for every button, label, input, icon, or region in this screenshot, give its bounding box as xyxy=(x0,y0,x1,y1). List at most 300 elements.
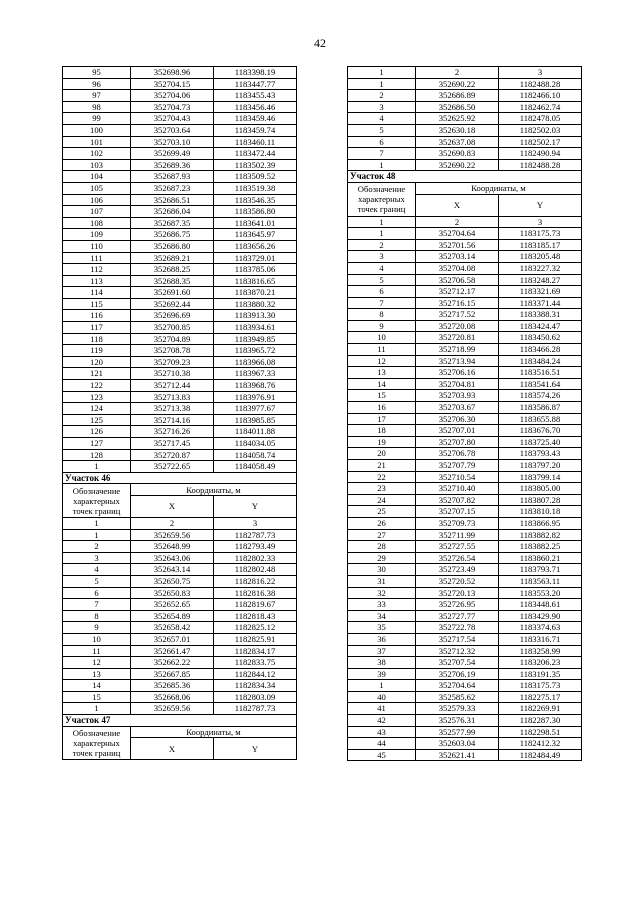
point-number-cell: 15 xyxy=(63,691,131,703)
y-coordinate-cell: 1182834.17 xyxy=(214,645,297,657)
table-row xyxy=(63,703,297,715)
y-coordinate-cell: 1183509.52 xyxy=(214,171,297,183)
table-row xyxy=(348,344,582,356)
x-coordinate-cell: 352687.23 xyxy=(131,182,214,194)
y-coordinate-cell: 1183866.95 xyxy=(499,517,582,529)
y-coordinate-cell: 1182787.73 xyxy=(214,703,297,715)
column-number-cell: 1 xyxy=(348,216,416,228)
x-coordinate-cell: 352708.78 xyxy=(131,345,214,357)
x-coordinate-cell: 352703.14 xyxy=(416,251,499,263)
point-number-cell: 17 xyxy=(348,413,416,425)
table-row xyxy=(348,552,582,564)
y-coordinate-cell: 1183860.21 xyxy=(499,552,582,564)
x-coordinate-cell: 352576.31 xyxy=(416,715,499,727)
x-coordinate-cell: 352688.25 xyxy=(131,264,214,276)
table-row xyxy=(348,286,582,298)
y-coordinate-cell: 1183799.14 xyxy=(499,471,582,483)
point-number-cell: 38 xyxy=(348,657,416,669)
y-coordinate-cell: 1183645.97 xyxy=(214,229,297,241)
table-row xyxy=(348,738,582,750)
y-coordinate-cell: 1182298.51 xyxy=(499,726,582,738)
x-coordinate-cell: 352690.83 xyxy=(416,148,499,160)
point-number-cell: 30 xyxy=(348,564,416,576)
table-row xyxy=(63,101,297,113)
y-coordinate-cell: 1183656.26 xyxy=(214,240,297,252)
y-coordinate-cell: 1183807.28 xyxy=(499,494,582,506)
point-number-cell: 4 xyxy=(63,564,131,576)
x-coordinate-cell: 352700.85 xyxy=(131,322,214,334)
column-number-cell: 2 xyxy=(131,517,214,529)
point-number-cell: 6 xyxy=(348,286,416,298)
point-number-cell: 122 xyxy=(63,380,131,392)
y-coordinate-cell: 1182818.43 xyxy=(214,610,297,622)
x-coordinate-cell: 352654.89 xyxy=(131,610,214,622)
point-number-cell: 39 xyxy=(348,668,416,680)
table-row xyxy=(348,436,582,448)
y-coordinate-cell: 1183655.88 xyxy=(499,413,582,425)
table-row xyxy=(63,380,297,392)
table-row xyxy=(63,310,297,322)
table-row xyxy=(348,483,582,495)
header-row xyxy=(63,484,297,496)
x-coordinate-cell: 352717.52 xyxy=(416,309,499,321)
x-coordinate-cell: 352713.38 xyxy=(131,403,214,415)
table-row xyxy=(348,309,582,321)
point-number-cell: 6 xyxy=(63,587,131,599)
table-row xyxy=(348,471,582,483)
y-coordinate-cell: 1183424.47 xyxy=(499,320,582,332)
point-number-cell: 99 xyxy=(63,113,131,125)
x-coordinate-cell: 352703.67 xyxy=(416,402,499,414)
y-coordinate-cell: 1183519.38 xyxy=(214,182,297,194)
y-coordinate-cell: 1183553.20 xyxy=(499,587,582,599)
y-coordinate-cell: 1182802.33 xyxy=(214,552,297,564)
x-coordinate-cell: 352661.47 xyxy=(131,645,214,657)
table-row xyxy=(63,333,297,345)
y-coordinate-cell: 1183205.48 xyxy=(499,251,582,263)
table-row xyxy=(348,726,582,738)
table-row xyxy=(63,461,297,473)
x-coordinate-cell: 352726.54 xyxy=(416,552,499,564)
y-coordinate-cell: 1183502.39 xyxy=(214,159,297,171)
x-coordinate-cell: 352687.93 xyxy=(131,171,214,183)
section-title-47: Участок 47 xyxy=(63,715,297,727)
x-coordinate-cell: 352717.45 xyxy=(131,438,214,450)
table-row xyxy=(63,403,297,415)
table-row xyxy=(348,367,582,379)
table-row xyxy=(348,159,582,171)
y-coordinate-cell: 1183455.43 xyxy=(214,90,297,102)
point-number-cell: 29 xyxy=(348,552,416,564)
table-row xyxy=(348,297,582,309)
point-number-cell: 1 xyxy=(63,461,131,473)
x-coordinate-cell: 352692.44 xyxy=(131,298,214,310)
designation-header: Обозначение характерных точек границ xyxy=(348,182,416,216)
y-coordinate-cell: 1183191.35 xyxy=(499,668,582,680)
x-coordinate-cell: 352707.79 xyxy=(416,460,499,472)
y-coordinate-cell: 1183185.17 xyxy=(499,239,582,251)
x-header: X xyxy=(131,738,214,760)
x-coordinate-cell: 352689.21 xyxy=(131,252,214,264)
header-row xyxy=(348,182,582,194)
point-number-cell: 103 xyxy=(63,159,131,171)
table-row xyxy=(63,171,297,183)
table-row xyxy=(348,448,582,460)
table-row xyxy=(348,320,582,332)
y-coordinate-cell: 1183321.69 xyxy=(499,286,582,298)
y-coordinate-cell: 1182802.48 xyxy=(214,564,297,576)
x-coordinate-cell: 352727.77 xyxy=(416,610,499,622)
point-number-cell: 104 xyxy=(63,171,131,183)
x-coordinate-cell: 352714.16 xyxy=(131,414,214,426)
table-row xyxy=(63,194,297,206)
point-number-cell: 34 xyxy=(348,610,416,622)
point-number-cell: 123 xyxy=(63,391,131,403)
column-number-row xyxy=(63,517,297,529)
point-number-cell: 116 xyxy=(63,310,131,322)
point-number-cell: 105 xyxy=(63,182,131,194)
designation-header: Обозначение характерных точек границ xyxy=(63,484,131,518)
y-coordinate-cell: 1183934.61 xyxy=(214,322,297,334)
x-coordinate-cell: 352668.06 xyxy=(131,691,214,703)
x-coordinate-cell: 352707.54 xyxy=(416,657,499,669)
y-coordinate-cell: 1183516.51 xyxy=(499,367,582,379)
y-header: Y xyxy=(499,194,582,216)
point-number-cell: 128 xyxy=(63,449,131,461)
y-coordinate-cell: 1183965.72 xyxy=(214,345,297,357)
point-number-cell: 110 xyxy=(63,240,131,252)
x-coordinate-cell: 352704.64 xyxy=(416,228,499,240)
x-coordinate-cell: 352710.38 xyxy=(131,368,214,380)
point-number-cell: 8 xyxy=(348,309,416,321)
table-row xyxy=(63,136,297,148)
x-coordinate-cell: 352704.73 xyxy=(131,101,214,113)
y-coordinate-cell: 1183785.06 xyxy=(214,264,297,276)
y-coordinate-cell: 1182462.74 xyxy=(499,101,582,113)
table-row xyxy=(63,668,297,680)
point-number-cell: 115 xyxy=(63,298,131,310)
table-row xyxy=(348,390,582,402)
y-coordinate-cell: 1183968.76 xyxy=(214,380,297,392)
point-number-cell: 4 xyxy=(348,262,416,274)
y-coordinate-cell: 1183797.20 xyxy=(499,460,582,472)
table-row xyxy=(348,460,582,472)
table-row xyxy=(63,240,297,252)
x-coordinate-cell: 352726.95 xyxy=(416,599,499,611)
x-coordinate-cell: 352630.18 xyxy=(416,124,499,136)
table-row xyxy=(348,494,582,506)
point-number-cell: 11 xyxy=(348,344,416,356)
x-coordinate-cell: 352686.89 xyxy=(416,90,499,102)
table-row xyxy=(63,345,297,357)
x-coordinate-cell: 352706.30 xyxy=(416,413,499,425)
x-coordinate-cell: 352709.23 xyxy=(131,356,214,368)
table-row xyxy=(63,206,297,218)
table-row xyxy=(63,691,297,703)
y-coordinate-cell: 1184058.49 xyxy=(214,461,297,473)
point-number-cell: 6 xyxy=(348,136,416,148)
point-number-cell: 44 xyxy=(348,738,416,750)
point-number-cell: 3 xyxy=(348,251,416,263)
table-row xyxy=(63,287,297,299)
y-coordinate-cell: 1183967.33 xyxy=(214,368,297,380)
y-coordinate-cell: 1183546.35 xyxy=(214,194,297,206)
y-coordinate-cell: 1182484.49 xyxy=(499,749,582,761)
x-coordinate-cell: 352704.81 xyxy=(416,378,499,390)
point-number-cell: 5 xyxy=(348,124,416,136)
point-number-cell: 16 xyxy=(348,402,416,414)
point-number-cell: 7 xyxy=(63,599,131,611)
point-number-cell: 2 xyxy=(63,541,131,553)
point-number-cell: 3 xyxy=(348,101,416,113)
y-coordinate-cell: 1182488.28 xyxy=(499,159,582,171)
point-number-cell: 1 xyxy=(348,680,416,692)
x-header: X xyxy=(131,495,214,517)
x-coordinate-cell: 352643.06 xyxy=(131,552,214,564)
x-coordinate-cell: 352718.99 xyxy=(416,344,499,356)
table-row xyxy=(63,322,297,334)
x-coordinate-cell: 352707.82 xyxy=(416,494,499,506)
section-row xyxy=(63,715,297,727)
table-row xyxy=(348,425,582,437)
section-row xyxy=(63,472,297,484)
table-row xyxy=(348,575,582,587)
y-coordinate-cell: 1183805.00 xyxy=(499,483,582,495)
point-number-cell: 95 xyxy=(63,67,131,79)
point-number-cell: 27 xyxy=(348,529,416,541)
table-row xyxy=(348,691,582,703)
table-row xyxy=(348,274,582,286)
x-coordinate-cell: 352716.26 xyxy=(131,426,214,438)
table-row xyxy=(348,90,582,102)
y-coordinate-cell: 1182825.91 xyxy=(214,633,297,645)
x-coordinate-cell: 352691.60 xyxy=(131,287,214,299)
y-coordinate-cell: 1182816.38 xyxy=(214,587,297,599)
x-coordinate-cell: 352704.15 xyxy=(131,78,214,90)
y-coordinate-cell: 1183459.46 xyxy=(214,113,297,125)
table-row xyxy=(63,113,297,125)
x-coordinate-cell: 352621.41 xyxy=(416,749,499,761)
column-number-cell: 1 xyxy=(63,517,131,529)
x-coordinate-cell: 352706.78 xyxy=(416,448,499,460)
point-number-cell: 5 xyxy=(348,274,416,286)
column-number-cell: 2 xyxy=(416,216,499,228)
y-coordinate-cell: 1183248.27 xyxy=(499,274,582,286)
x-coordinate-cell: 352659.56 xyxy=(131,703,214,715)
x-coordinate-cell: 352712.32 xyxy=(416,645,499,657)
y-coordinate-cell: 1183175.73 xyxy=(499,228,582,240)
table-row xyxy=(63,633,297,645)
y-coordinate-cell: 1182833.75 xyxy=(214,657,297,669)
section-title-48: Участок 48 xyxy=(348,171,582,183)
x-coordinate-cell: 352720.81 xyxy=(416,332,499,344)
y-coordinate-cell: 1183388.31 xyxy=(499,309,582,321)
x-coordinate-cell: 352709.73 xyxy=(416,517,499,529)
column-number-cell: 3 xyxy=(214,517,297,529)
x-coordinate-cell: 352720.08 xyxy=(416,320,499,332)
y-coordinate-cell: 1183447.77 xyxy=(214,78,297,90)
coordinates-header: Координаты, м xyxy=(416,182,582,194)
table-row xyxy=(348,332,582,344)
point-number-cell: 31 xyxy=(348,575,416,587)
point-number-cell: 45 xyxy=(348,749,416,761)
x-coordinate-cell: 352710.40 xyxy=(416,483,499,495)
table-row xyxy=(348,251,582,263)
table-row xyxy=(63,564,297,576)
y-coordinate-cell: 1183985.85 xyxy=(214,414,297,426)
table-row xyxy=(348,749,582,761)
table-row xyxy=(63,610,297,622)
x-coordinate-cell: 352688.35 xyxy=(131,275,214,287)
y-coordinate-cell: 1183816.65 xyxy=(214,275,297,287)
y-coordinate-cell: 1183574.26 xyxy=(499,390,582,402)
table-row xyxy=(348,599,582,611)
x-coordinate-cell: 352703.64 xyxy=(131,124,214,136)
x-coordinate-cell: 352650.75 xyxy=(131,575,214,587)
table-row xyxy=(63,252,297,264)
table-row xyxy=(348,517,582,529)
table-row xyxy=(348,657,582,669)
y-coordinate-cell: 1182502.03 xyxy=(499,124,582,136)
x-coordinate-cell: 352704.06 xyxy=(131,90,214,102)
point-number-cell: 126 xyxy=(63,426,131,438)
table-row xyxy=(63,541,297,553)
x-coordinate-cell: 352657.01 xyxy=(131,633,214,645)
y-coordinate-cell: 1183793.71 xyxy=(499,564,582,576)
point-number-cell: 24 xyxy=(348,494,416,506)
point-number-cell: 101 xyxy=(63,136,131,148)
x-coordinate-cell: 352637.08 xyxy=(416,136,499,148)
y-coordinate-cell: 1183450.62 xyxy=(499,332,582,344)
y-coordinate-cell: 1183725.40 xyxy=(499,436,582,448)
y-coordinate-cell: 1183882.82 xyxy=(499,529,582,541)
table-row xyxy=(63,426,297,438)
y-coordinate-cell: 1183371.44 xyxy=(499,297,582,309)
x-coordinate-cell: 352707.80 xyxy=(416,436,499,448)
point-number-cell: 36 xyxy=(348,633,416,645)
x-coordinate-cell: 352648.99 xyxy=(131,541,214,553)
header-row xyxy=(63,726,297,738)
left-coordinates-table xyxy=(62,66,297,760)
x-coordinate-cell: 352717.54 xyxy=(416,633,499,645)
y-coordinate-cell: 1182287.30 xyxy=(499,715,582,727)
x-coordinate-cell: 352711.99 xyxy=(416,529,499,541)
y-coordinate-cell: 1182490.94 xyxy=(499,148,582,160)
point-number-cell: 102 xyxy=(63,148,131,160)
x-coordinate-cell: 352585.62 xyxy=(416,691,499,703)
y-coordinate-cell: 1183966.08 xyxy=(214,356,297,368)
point-number-cell: 12 xyxy=(348,355,416,367)
y-coordinate-cell: 1184011.88 xyxy=(214,426,297,438)
table-row xyxy=(63,599,297,611)
point-number-cell: 97 xyxy=(63,90,131,102)
x-coordinate-cell: 352701.56 xyxy=(416,239,499,251)
right-coordinates-table xyxy=(347,66,582,761)
y-coordinate-cell: 1183258.99 xyxy=(499,645,582,657)
y-coordinate-cell: 1182803.09 xyxy=(214,691,297,703)
y-coordinate-cell: 1182502.17 xyxy=(499,136,582,148)
table-row xyxy=(348,703,582,715)
table-row xyxy=(63,368,297,380)
table-row xyxy=(63,229,297,241)
y-coordinate-cell: 1183913.30 xyxy=(214,310,297,322)
table-row xyxy=(348,506,582,518)
table-row xyxy=(63,182,297,194)
point-number-cell: 1 xyxy=(348,159,416,171)
x-coordinate-cell: 352720.13 xyxy=(416,587,499,599)
point-number-cell: 5 xyxy=(63,575,131,587)
table-row xyxy=(63,680,297,692)
x-coordinate-cell: 352650.83 xyxy=(131,587,214,599)
y-coordinate-cell: 1182488.28 xyxy=(499,78,582,90)
table-row xyxy=(63,78,297,90)
column-number-cell: 1 xyxy=(348,67,416,79)
y-coordinate-cell: 1183541.64 xyxy=(499,378,582,390)
x-coordinate-cell: 352722.65 xyxy=(131,461,214,473)
point-number-cell: 96 xyxy=(63,78,131,90)
x-coordinate-cell: 352713.83 xyxy=(131,391,214,403)
y-coordinate-cell: 1183586.80 xyxy=(214,206,297,218)
table-row xyxy=(348,715,582,727)
point-number-cell: 18 xyxy=(348,425,416,437)
point-number-cell: 14 xyxy=(63,680,131,692)
x-coordinate-cell: 352706.19 xyxy=(416,668,499,680)
y-header: Y xyxy=(214,495,297,517)
point-number-cell: 13 xyxy=(63,668,131,680)
point-number-cell: 114 xyxy=(63,287,131,299)
point-number-cell: 109 xyxy=(63,229,131,241)
y-coordinate-cell: 1183227.32 xyxy=(499,262,582,274)
table-row xyxy=(63,264,297,276)
point-number-cell: 19 xyxy=(348,436,416,448)
point-number-cell: 100 xyxy=(63,124,131,136)
table-row xyxy=(63,391,297,403)
point-number-cell: 37 xyxy=(348,645,416,657)
y-coordinate-cell: 1182466.10 xyxy=(499,90,582,102)
y-coordinate-cell: 1183793.43 xyxy=(499,448,582,460)
x-coordinate-cell: 352686.04 xyxy=(131,206,214,218)
y-coordinate-cell: 1183880.32 xyxy=(214,298,297,310)
point-number-cell: 10 xyxy=(63,633,131,645)
table-row xyxy=(63,148,297,160)
y-coordinate-cell: 1183456.46 xyxy=(214,101,297,113)
table-row xyxy=(63,622,297,634)
table-row xyxy=(63,529,297,541)
point-number-cell: 121 xyxy=(63,368,131,380)
y-coordinate-cell: 1183466.28 xyxy=(499,344,582,356)
point-number-cell: 98 xyxy=(63,101,131,113)
table-row xyxy=(348,355,582,367)
y-coordinate-cell: 1183459.74 xyxy=(214,124,297,136)
x-coordinate-cell: 352685.36 xyxy=(131,680,214,692)
point-number-cell: 1 xyxy=(63,529,131,541)
y-coordinate-cell: 1183460.11 xyxy=(214,136,297,148)
table-row xyxy=(348,529,582,541)
y-coordinate-cell: 1182478.05 xyxy=(499,113,582,125)
point-number-cell: 124 xyxy=(63,403,131,415)
table-row xyxy=(348,402,582,414)
table-row xyxy=(348,113,582,125)
point-number-cell: 127 xyxy=(63,438,131,450)
x-coordinate-cell: 352643.14 xyxy=(131,564,214,576)
y-coordinate-cell: 1182834.34 xyxy=(214,680,297,692)
x-coordinate-cell: 352699.49 xyxy=(131,148,214,160)
x-coordinate-cell: 352662.22 xyxy=(131,657,214,669)
point-number-cell: 1 xyxy=(348,78,416,90)
x-coordinate-cell: 352690.22 xyxy=(416,159,499,171)
x-coordinate-cell: 352703.10 xyxy=(131,136,214,148)
point-number-cell: 25 xyxy=(348,506,416,518)
